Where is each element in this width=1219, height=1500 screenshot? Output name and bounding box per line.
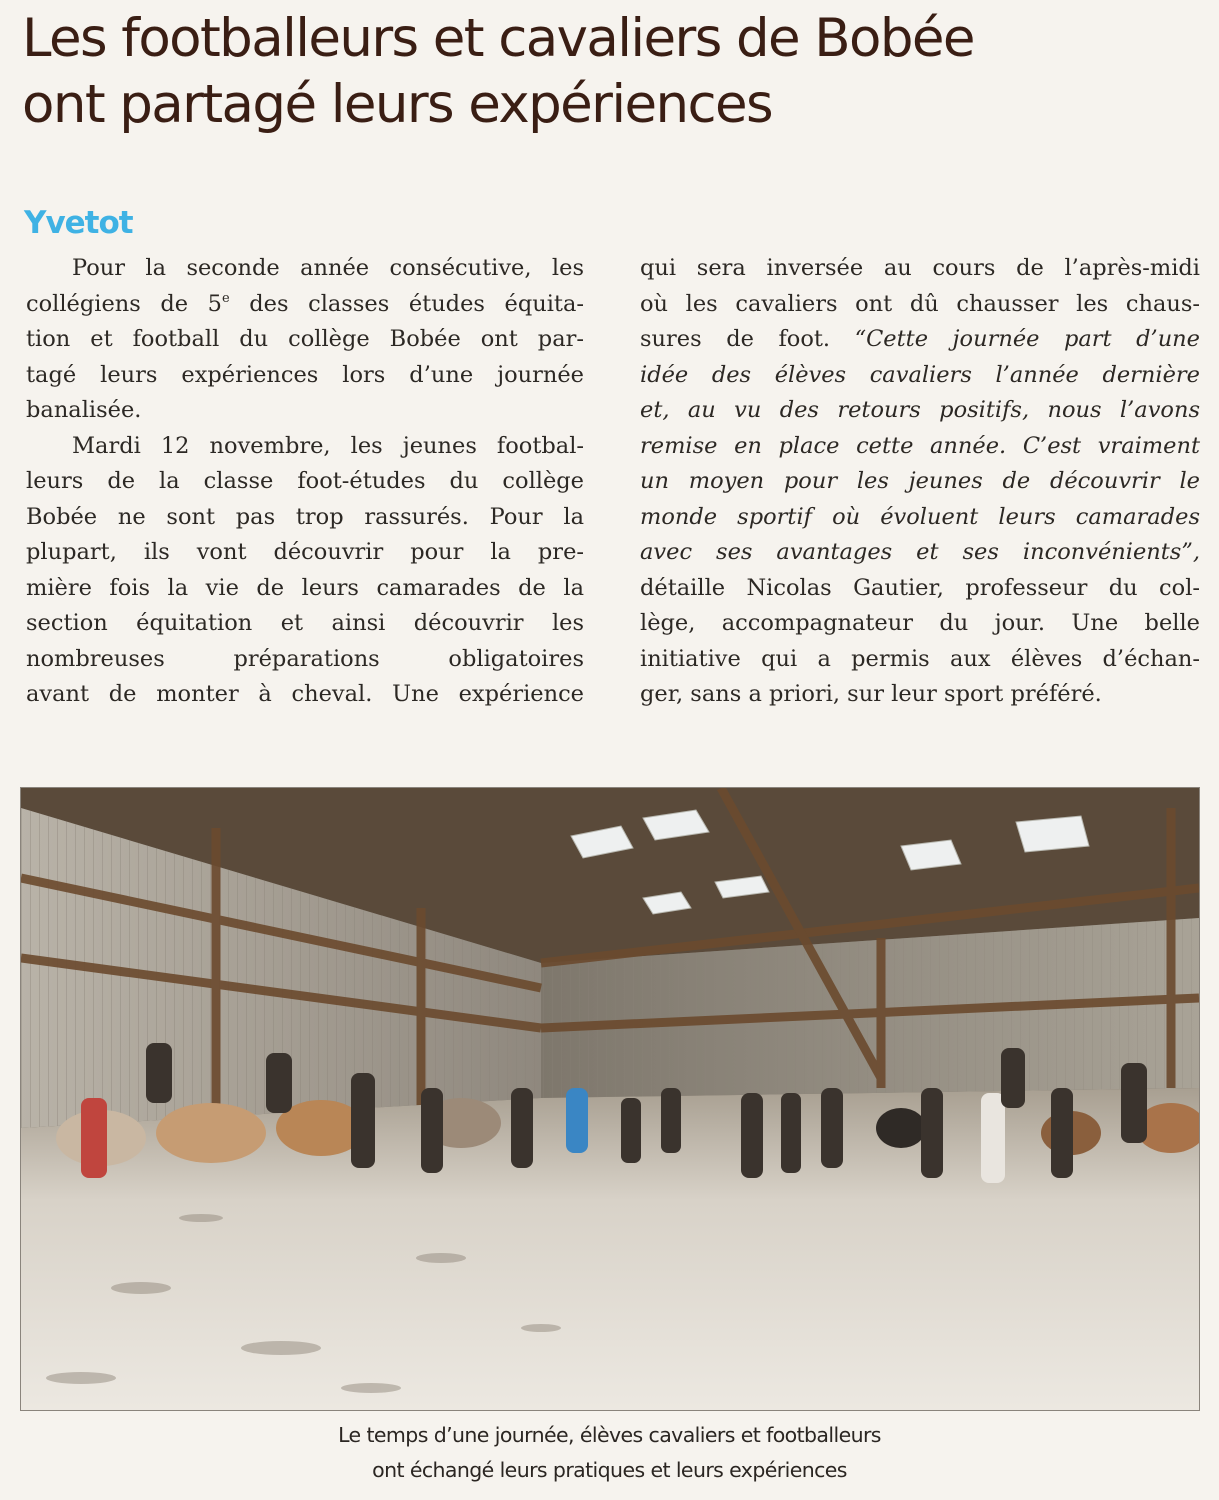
body-line: nombreuses préparations obligatoires xyxy=(26,645,584,672)
photo-caption xyxy=(0,1418,1219,1488)
article-column-right xyxy=(640,251,1200,713)
body-line: tagé leurs expériences lors d’une journée xyxy=(26,361,584,388)
quote-line: idée des élèves cavaliers l’année dernière xyxy=(640,361,1200,388)
quote-line: un moyen pour les jeunes de découvrir le xyxy=(640,468,1200,494)
body-line: initiative qui a permis aux élèves d’échan- xyxy=(640,645,1200,672)
body-line: leurs de la classe foot-études du collège xyxy=(26,468,584,494)
headline-line-1: Les footballeurs et cavaliers de Bobée xyxy=(22,8,974,69)
caption-line-1: Le temps d’une journée, élèves cavaliers et footballeurs xyxy=(338,1423,881,1447)
article-photo xyxy=(20,787,1200,1411)
headline-line-2: ont partagé leurs expériences xyxy=(22,74,773,135)
quote-text: “Cette journée part d’une xyxy=(854,326,1200,352)
body-line: avant de monter à cheval. Une expérience xyxy=(26,681,584,707)
caption-line-2: ont échangé leurs pratiques et leurs expériences xyxy=(372,1458,847,1482)
quote-line: monde sportif où évoluent leurs camarades xyxy=(640,503,1200,530)
body-line: qui sera inversée au cours de l’après-midi xyxy=(640,255,1200,281)
body-line: lège, accompagnateur du jour. Une belle xyxy=(640,610,1200,636)
body-line: collégiens de 5e des classes études équita- xyxy=(26,290,584,317)
body-line: banalisée. xyxy=(26,397,142,423)
quote-line: et, au vu des retours positifs, nous l’avons xyxy=(640,397,1200,423)
dateline: Yvetot xyxy=(24,205,133,241)
body-line: détaille Nicolas Gautier, professeur du col- xyxy=(640,574,1200,601)
body-line: plupart, ils vont découvrir pour la pre- xyxy=(26,539,584,565)
body-line: ger, sans a priori, sur leur sport préféré. xyxy=(640,681,1102,707)
quote-line: remise en place cette année. C’est vraiment xyxy=(640,432,1200,459)
quote-line: avec ses avantages et ses inconvénients”, xyxy=(640,539,1200,565)
body-line: où les cavaliers ont dû chausser les chaus- xyxy=(640,290,1200,317)
body-line: Pour la seconde année consécutive, les xyxy=(72,255,584,281)
body-line: Bobée ne sont pas trop rassurés. Pour la xyxy=(26,503,584,530)
article-column-left xyxy=(26,251,584,713)
body-line: section équitation et ainsi découvrir les xyxy=(26,610,584,636)
body-line: Mardi 12 novembre, les jeunes footbal- xyxy=(72,432,584,459)
body-line: sures de foot. “Cette journée part d’une xyxy=(640,326,1200,352)
body-line: tion et football du collège Bobée ont par- xyxy=(26,326,584,352)
headline xyxy=(22,6,1202,138)
body-line: mière fois la vie de leurs camarades de la xyxy=(26,574,584,601)
